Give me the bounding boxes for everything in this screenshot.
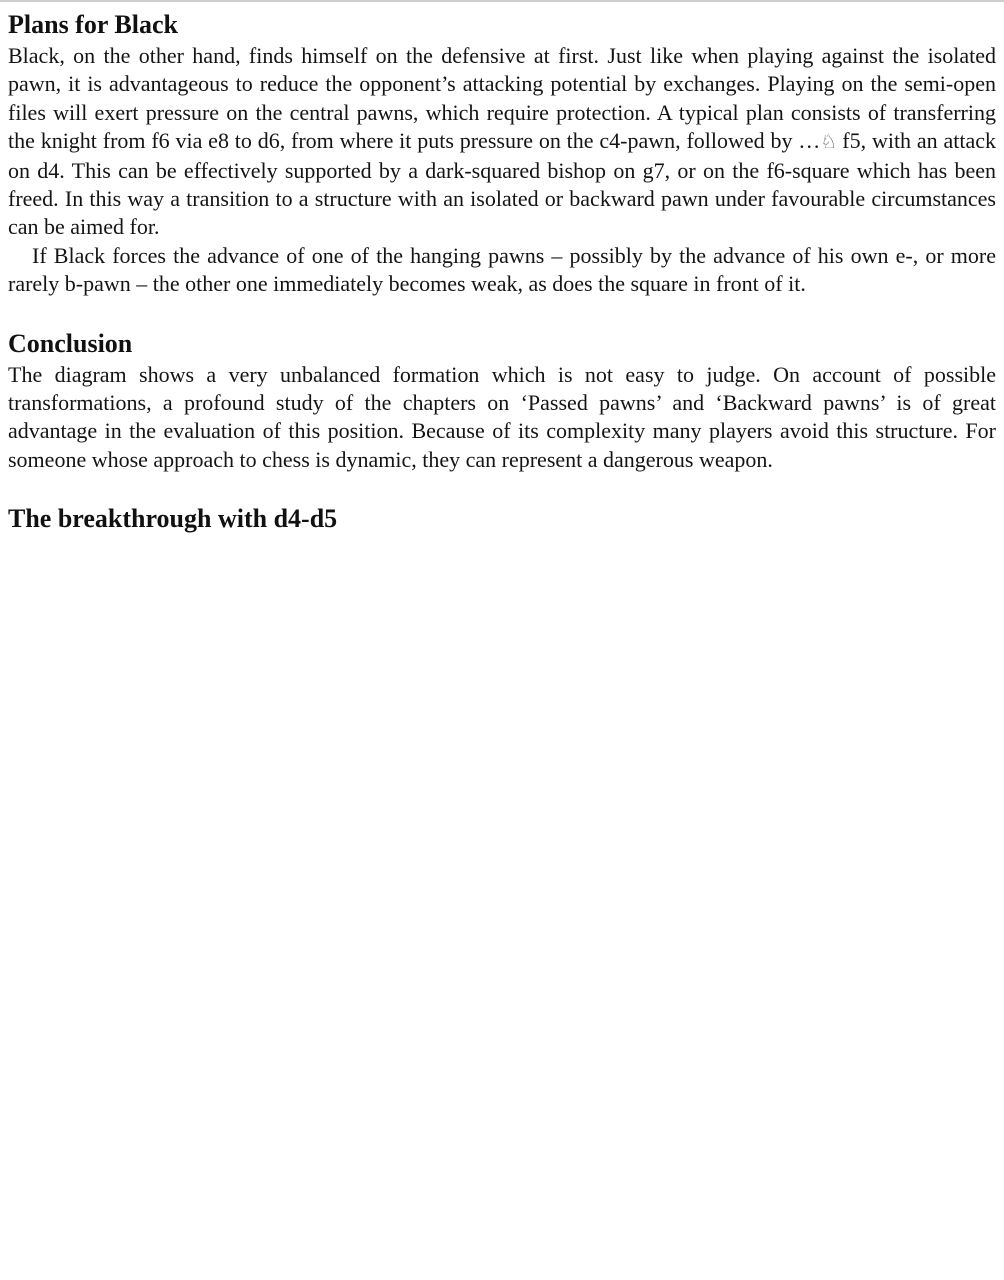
plans-paragraph-1-text-b: f5, with an attack on d4. This can be effectively supported by a dark-squared bishop on g7, or on the f6-square which has been freed. In this way a transition to a structure with an isolated or backward pawn under favourable circumstances can be aimed for. <box>8 128 996 240</box>
plans-paragraph-1-text-a: Black, on the other hand, finds himself on the defensive at first. Just like when playing against the isolated pawn, it is advantageous to reduce the opponent’s attacking potential by exchanges. Playing on the semi-open files will exert pressure on the central pawns, which require protection. A typical plan consists of transferring the knight from f6 via e8 to d6, from where it puts pressure on the c4-pawn, followed by … <box>8 43 996 154</box>
section-heading-plans-for-black: Plans for Black <box>8 10 178 39</box>
plans-paragraph-1 <box>8 42 996 242</box>
section-spacer <box>8 299 996 327</box>
section-heading-breakthrough: The breakthrough with d4-d5 <box>8 504 338 534</box>
conclusion-paragraph: The diagram shows a very unbalanced formation which is not easy to judge. On account of possible transformations, a profound study of the chapters on ‘Passed pawns’ and ‘Backward pawns’ is of great advantage in the evaluation of this position. Because of its complexity many players avoid this structure. For someone whose approach to chess is dynamic, they can represent a dangerous weapon. <box>8 361 996 472</box>
section-heading-conclusion: Conclusion <box>8 328 133 358</box>
document-content <box>8 8 996 536</box>
knight-icon: ♘ <box>820 131 838 154</box>
section-spacer <box>8 474 996 502</box>
plans-paragraph-2: If Black forces the advance of one of the hanging pawns – possibly by the advance of his own e-, or more rarely b-pawn – the other one immediately becomes weak, as does the square in front of it. <box>8 242 996 297</box>
